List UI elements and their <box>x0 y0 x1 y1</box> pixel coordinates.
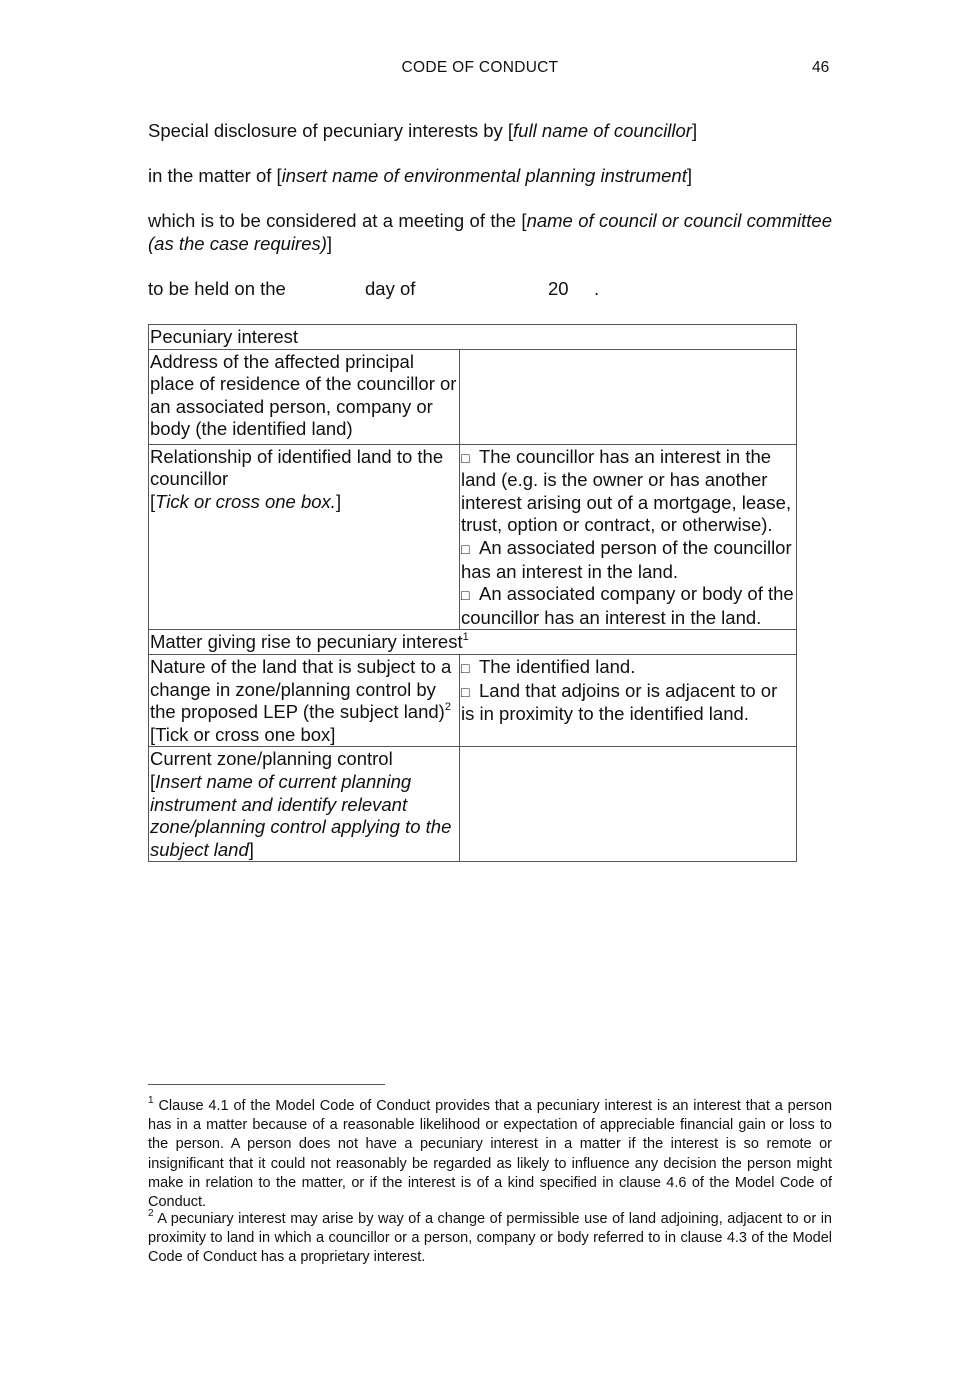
footnote-divider <box>148 1084 385 1085</box>
current-zone-instruction: [Insert name of current planning instrument and identify relevant zone/planning control applying to the subject land] <box>150 770 452 860</box>
relationship-options <box>460 444 797 630</box>
nature-instruction: [Tick or cross one box] <box>150 723 336 745</box>
checkbox-icon[interactable]: □ <box>461 540 470 557</box>
date-label-day-of: day of <box>365 278 416 299</box>
table-row <box>149 444 797 630</box>
table-section-row <box>149 325 797 350</box>
running-header-title: CODE OF CONDUCT <box>401 59 559 76</box>
table-section-row <box>149 630 797 655</box>
checkbox-option[interactable]: □ The councillor has an interest in the land (e.g. is the owner or has another interest arising out of a mortgage, lease, trust, option or contract, or otherwise). <box>461 445 792 536</box>
table-row <box>149 654 797 746</box>
table-row <box>149 349 797 444</box>
disclosure-line-meeting: which is to be considered at a meeting of the [name of council or council committee (as the case requires)] <box>148 210 833 254</box>
relationship-instruction: [Tick or cross one box.] <box>150 490 342 512</box>
footnote-2: $^2$ A pecuniary interest may arise by way of a change of permissible use of land adjoining, adjacent to or in proximity to land in which a councillor or a person, company or body referred to in clause 4.3 of the Model Code of Conduct has a proprietary interest. <box>148 1208 832 1266</box>
footnote-1: $^1$ Clause 4.1 of the Model Code of Conduct provides that a pecuniary interest is an interest that a person has in a matter because of a reasonable likelihood or expectation of appreciable financial gain or loss to the person. A person does not have a pecuniary interest in a matter if the interest is so remote or insignificant that it could not reasonably be regarded as likely to influence any decision the person might make in relation to the matter, or if the interest is of a kind specified in clause 4.6 of the Model Code of Conduct. <box>148 1095 833 1211</box>
nature-options <box>460 654 797 746</box>
pecuniary-interest-table <box>148 324 797 862</box>
checkbox-option[interactable]: □ An associated company or body of the councillor has an interest in the land. <box>461 583 794 628</box>
page-number: 46 <box>812 59 830 76</box>
address-label: Address of the affected principal place of residence of the councillor or an associated person, company or body (the identified land) <box>149 349 460 444</box>
current-zone-label: Current zone/planning control [Insert name of current planning instrument and identify relevant zone/planning control applying to the subject land] <box>149 747 460 862</box>
footnote-ref: 2 <box>444 700 451 713</box>
footnote-ref: 1 <box>462 631 469 644</box>
table-row <box>149 747 797 862</box>
nature-label: Nature of the land that is subject to a change in zone/planning control by the proposed LEP (the subject land)$^2$ [Tick or cross one box] <box>149 654 460 746</box>
date-label-period: . <box>594 278 600 299</box>
checkbox-icon[interactable]: □ <box>461 659 470 676</box>
checkbox-icon[interactable]: □ <box>461 683 470 700</box>
checkbox-option[interactable]: □ The identified land. <box>461 656 795 680</box>
disclosure-line-councillor: Special disclosure of pecuniary interests by [full name of councillor] <box>148 120 698 141</box>
address-field[interactable] <box>460 349 797 444</box>
relationship-label: Relationship of identified land to the councillor [Tick or cross one box.] <box>149 444 460 630</box>
current-zone-field[interactable] <box>460 747 797 862</box>
section-title-matter: Matter giving rise to pecuniary interest$^1$ <box>149 630 797 655</box>
date-label-year: 20 <box>548 278 569 299</box>
checkbox-option[interactable]: □ An associated person of the councillor has an interest in the land. <box>461 536 792 582</box>
checkbox-icon[interactable]: □ <box>461 587 470 604</box>
section-title-pecuniary-interest: Pecuniary interest <box>149 325 797 350</box>
disclosure-line-instrument: in the matter of [insert name of environmental planning instrument] <box>148 165 692 186</box>
disclosure-line-date <box>148 277 832 300</box>
date-label-held: to be held on the <box>148 278 286 299</box>
checkbox-option[interactable]: □ Land that adjoins or is adjacent to or is in proximity to the identified land. <box>461 679 778 725</box>
checkbox-icon[interactable]: □ <box>461 449 470 466</box>
